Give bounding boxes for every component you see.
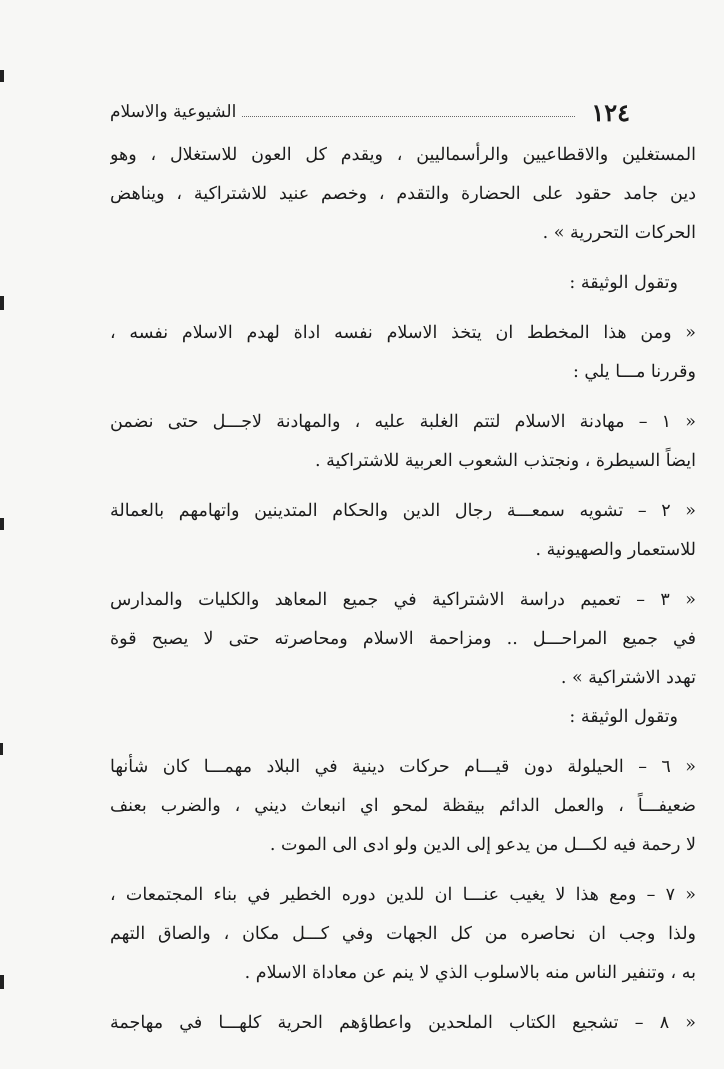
text-line: ولذا وجب ان نحاصره من كل الجهات وفي كـــل مكان ، والصاق التهم [110, 924, 696, 944]
header-dotted-rule [242, 116, 575, 117]
text-line: وتقول الوثيقة : [569, 273, 678, 293]
text-line: وتقول الوثيقة : [569, 707, 678, 727]
scan-edge-mark [0, 975, 4, 989]
page-header [110, 96, 630, 128]
paragraph [110, 136, 696, 253]
text-line: « ٦ – الحيلولة دون قيـــام حركات دينية في البلاد مهمـــا كان شأنها [110, 757, 696, 777]
running-title: الشيوعية والاسلام [110, 102, 237, 122]
paragraph [110, 314, 696, 392]
text-line: « ومن هذا المخطط ان يتخذ الاسلام نفسه اداة لهدم الاسلام نفسه ، [110, 323, 696, 343]
paragraph [110, 403, 696, 481]
scan-edge-mark [0, 70, 4, 82]
paragraph [110, 1004, 696, 1043]
scan-edge-mark [0, 518, 4, 530]
paragraph [110, 492, 696, 570]
text-line: للاستعمار والصهيونية . [535, 540, 696, 560]
text-line: به ، وتنفير الناس منه بالاسلوب الذي لا ينم عن معاداة الاسلام . [244, 963, 696, 983]
text-line: تهدد الاشتراكية » . [560, 668, 696, 688]
scan-edge-mark [0, 296, 4, 310]
text-line: المستغلين والاقطاعيين والرأسماليين ، ويقدم كل العون للاستغلال ، وهو [110, 145, 696, 165]
text-line: وقررنا مـــا يلي : [572, 362, 696, 382]
text-line: الحركات التحررية » . [542, 223, 696, 243]
text-line: « ٣ – تعميم دراسة الاشتراكية في جميع المعاهد والكليات والمدارس [110, 590, 696, 610]
paragraph [110, 581, 696, 698]
paragraph [110, 264, 696, 303]
page-number: ١٢٤ [591, 97, 630, 127]
text-line: دين جامد حقود على الحضارة والتقدم ، وخصم عنيد للاشتراكية ، ويناهض [110, 184, 696, 204]
body-text [110, 136, 696, 1043]
text-line: في جميع المراحـــل .. ومزاحمة الاسلام ومحاصرته حتى لا يصبح قوة [110, 629, 696, 649]
text-line: « ٨ – تشجيع الكتاب الملحدين واعطاؤهم الحرية كلهـــا في مهاجمة [110, 1013, 696, 1033]
paragraph [110, 876, 696, 993]
text-line: « ٧ – ومع هذا لا يغيب عنـــا ان للدين دوره الخطير في بناء المجتمعات ، [110, 885, 696, 905]
text-line: ضعيفـــاً ، والعمل الدائم بيقظة لمحو اي انبعاث ديني ، والضرب بعنف [110, 796, 696, 816]
scan-edge-mark [0, 743, 3, 755]
text-line: « ١ – مهادنة الاسلام لتتم الغلبة عليه ، والمهادنة لاجـــل حتى نضمن [110, 412, 696, 432]
text-line: ايضاً السيطرة ، ونجتذب الشعوب العربية للاشتراكية . [314, 451, 696, 471]
text-line: « ٢ – تشويه سمعـــة رجال الدين والحكام المتدينين واتهامهم بالعمالة [110, 501, 696, 521]
text-line: لا رحمة فيه لكـــل من يدعو إلى الدين ولو ادى الى الموت . [269, 835, 696, 855]
paragraph [110, 698, 696, 737]
paragraph [110, 748, 696, 865]
